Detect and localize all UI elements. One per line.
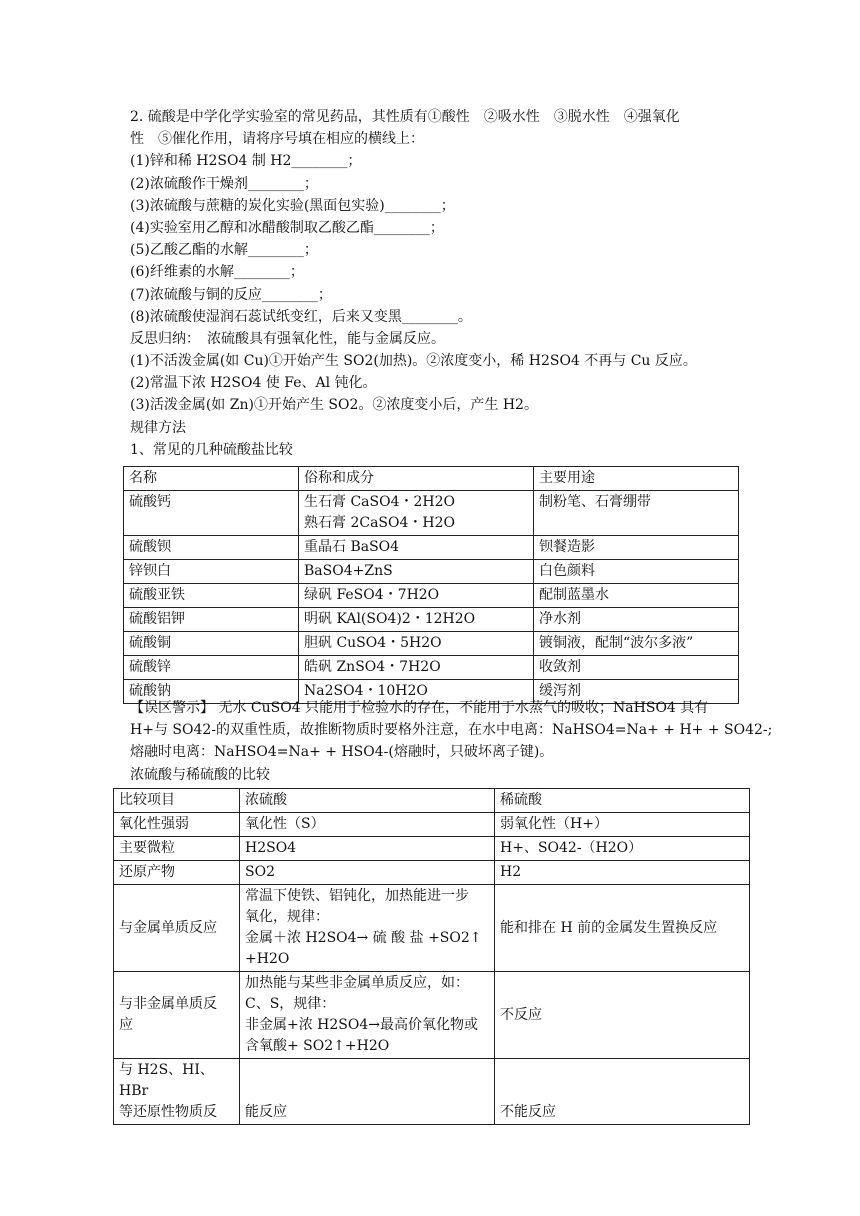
cell-line: 含氧酸+ SO2↑+H2O [245, 1038, 390, 1054]
sulfate-use: 收敛剂 [534, 656, 739, 680]
cell-line: 金属＋浓 H2SO4→ 硫 酸 盐 +SO2↑ [245, 930, 482, 946]
cell-line: 应 [119, 1017, 133, 1033]
table-row [114, 861, 750, 885]
table-row [124, 491, 739, 536]
sulfate-common-name [299, 491, 534, 536]
sulfate-table-caption: 1、常见的几种硫酸盐比较 [130, 441, 293, 458]
table-row [124, 608, 739, 632]
cell-line: 加热能与某些非金属单质反应，如： [245, 975, 469, 991]
sulfate-common-name: 皓矾 ZnSO4・7H2O [299, 656, 534, 680]
concentrated-cell [240, 885, 495, 972]
acid-table-caption: 浓硫酸与稀硫酸的比较 [130, 766, 270, 783]
sulfate-name: 锌钡白 [124, 560, 299, 584]
question-item: (1)锌和稀 H2SO4 制 H2________； [130, 153, 362, 170]
concentrated-cell: H2SO4 [240, 837, 495, 861]
sulfate-common-name: 明矾 KAl(SO4)2・12H2O [299, 608, 534, 632]
reflection-point: (1)不活泼金属(如 Cu)①开始产生 SO2(加热)。②浓度变小，稀 H2SO4 不再与 Cu 反应。 [130, 353, 697, 370]
table-row [124, 584, 739, 608]
compare-item: 还原产物 [114, 861, 240, 885]
question-item: (3)浓硫酸与蔗糖的炭化实验(黑面包实验)________； [130, 197, 455, 214]
concentrated-cell: 氧化性（S） [240, 813, 495, 837]
dilute-cell: 能和排在 H 前的金属发生置换反应 [495, 885, 750, 972]
table-header-row [114, 789, 750, 813]
cell-line: 常温下使铁、铝钝化，加热能进一步 [245, 888, 469, 904]
sulfate-use: 镀铜液，配制“波尔多液” [534, 632, 739, 656]
question-item: (4)实验室用乙醇和冰醋酸制取乙酸乙酯________； [130, 219, 444, 236]
question-intro-line2: 性 ⑤催化作用，请将序号填在相应的横线上： [130, 131, 424, 148]
sulfate-common-name: Na2SO4・10H2O [299, 680, 534, 704]
sulfate-common-name: 胆矾 CuSO4・5H2O [299, 632, 534, 656]
sulfate-name: 硫酸亚铁 [124, 584, 299, 608]
header-cell: 浓硫酸 [240, 789, 495, 813]
table-row [124, 656, 739, 680]
cell-line: 与非金属单质反 [119, 996, 217, 1012]
header-cell: 名称 [124, 467, 299, 491]
sulfate-name: 硫酸铜 [124, 632, 299, 656]
warning-line: H+与 SO42-的双重性质，故推断物质时要格外注意，在水中电离：NaHSO4=Na+ + H+ + SO42-; [130, 722, 773, 739]
sulfate-use: 净水剂 [534, 608, 739, 632]
question-item: (6)纤维素的水解________； [130, 264, 304, 281]
table-row [114, 813, 750, 837]
concentrated-cell: SO2 [240, 861, 495, 885]
sulfate-common-line: 生石膏 CaSO4・2H2O [304, 494, 455, 510]
cell-line: +H2O [245, 951, 290, 967]
sulfate-use: 配制蓝墨水 [534, 584, 739, 608]
table-row [114, 972, 750, 1059]
dilute-cell: 不反应 [495, 972, 750, 1059]
dilute-cell: 不能反应 [495, 1059, 750, 1125]
sulfate-use: 制粉笔、石膏绷带 [534, 491, 739, 536]
header-cell: 主要用途 [534, 467, 739, 491]
table-row [114, 1059, 750, 1125]
table-header-row [124, 467, 739, 491]
sulfate-use: 钡餐造影 [534, 536, 739, 560]
sulfate-name: 硫酸铝钾 [124, 608, 299, 632]
cell-line: C、S，规律： [245, 996, 336, 1012]
compare-item: 氧化性强弱 [114, 813, 240, 837]
sulfate-common-name: 绿矾 FeSO4・7H2O [299, 584, 534, 608]
cell-line: 与 H2S、HI、HBr [119, 1062, 214, 1099]
reflection-point: (3)活泼金属(如 Zn)①开始产生 SO2。②浓度变小后，产生 H2。 [130, 397, 538, 414]
method-heading: 规律方法 [130, 419, 186, 436]
header-cell: 俗称和成分 [299, 467, 534, 491]
reflection-point: (2)常温下浓 H2SO4 使 Fe、Al 钝化。 [130, 375, 377, 392]
compare-item: 与金属单质反应 [114, 885, 240, 972]
dilute-cell: H+、SO42-（H2O） [495, 837, 750, 861]
acid-comparison-table [113, 788, 750, 1125]
reflection-heading: 反思归纳： 浓硫酸具有强氧化性，能与金属反应。 [130, 330, 445, 347]
sulfate-common-line: 熟石膏 2CaSO4・H2O [304, 515, 455, 531]
table-row [114, 837, 750, 861]
table-row [114, 885, 750, 972]
cell-line: 氧化，规律： [245, 909, 329, 925]
cell-line: 等还原性物质反 [119, 1104, 217, 1120]
warning-line: 熔融时电离：NaHSO4=Na+ + HSO4-(熔融时，只破坏离子键)。 [130, 744, 554, 761]
table-row [124, 632, 739, 656]
sulfate-use: 白色颜料 [534, 560, 739, 584]
sulfate-name: 硫酸钡 [124, 536, 299, 560]
cell-line: 非金属+浓 H2SO4→最高价氧化物或 [245, 1017, 479, 1033]
sulfate-name: 硫酸钙 [124, 491, 299, 536]
concentrated-cell: 能反应 [240, 1059, 495, 1125]
warning-block [130, 697, 773, 786]
sulfate-common-name: BaSO4+ZnS [299, 560, 534, 584]
concentrated-cell [240, 972, 495, 1059]
question-intro-line1: 2. 硫酸是中学化学实验室的常见药品，其性质有①酸性 ②吸水性 ③脱水性 ④强氧化 [130, 109, 680, 125]
compare-item [114, 972, 240, 1059]
sulfate-name: 硫酸锌 [124, 656, 299, 680]
header-cell: 稀硫酸 [495, 789, 750, 813]
question-item: (7)浓硫酸与铜的反应________； [130, 286, 332, 303]
compare-item: 主要微粒 [114, 837, 240, 861]
dilute-cell: H2 [495, 861, 750, 885]
sulfate-common-name: 重晶石 BaSO4 [299, 536, 534, 560]
question-item: (2)浓硫酸作干燥剂________； [130, 175, 318, 192]
dilute-cell: 弱氧化性（H+） [495, 813, 750, 837]
table-row [124, 536, 739, 560]
question-item: (5)乙酸乙酯的水解________； [130, 242, 318, 259]
question-item: (8)浓硫酸使湿润石蕊试纸变红，后来又变黑________。 [130, 308, 472, 325]
sulfate-table [123, 466, 739, 704]
compare-item [114, 1059, 240, 1125]
question-block [130, 106, 740, 461]
header-cell: 比较项目 [114, 789, 240, 813]
sulfate-use: 缓泻剂 [534, 680, 739, 704]
table-row [124, 560, 739, 584]
sulfate-name: 硫酸钠 [124, 680, 299, 704]
warning-line: 【误区警示】 无水 CuSO4 只能用于检验水的存在，不能用于水蒸气的吸收；NaHSO4 具有 [130, 700, 709, 716]
